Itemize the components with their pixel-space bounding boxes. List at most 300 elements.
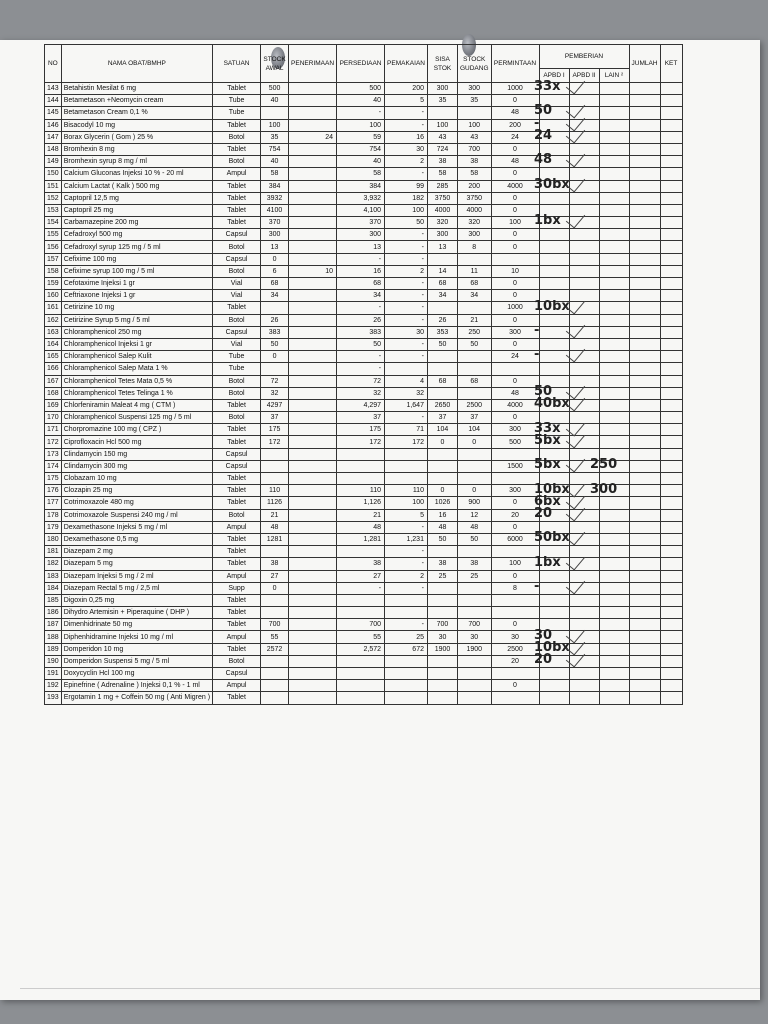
cell-jumlah xyxy=(629,692,660,704)
cell-jumlah xyxy=(629,399,660,411)
cell-permintaan: 0 xyxy=(491,241,539,253)
table-row xyxy=(45,302,683,314)
cell-stock-gudang xyxy=(457,668,491,680)
cell-permintaan: 24 xyxy=(491,351,539,363)
cell-sisa-stok: 300 xyxy=(427,229,457,241)
cell-lain xyxy=(599,619,629,631)
cell-ket xyxy=(660,619,682,631)
table-row xyxy=(45,326,683,338)
cell-penerimaan xyxy=(289,192,337,204)
cell-jumlah xyxy=(629,241,660,253)
cell-stock-gudang: 2500 xyxy=(457,399,491,411)
cell-no: 179 xyxy=(45,521,62,533)
cell-permintaan: 100 xyxy=(491,217,539,229)
cell-ket xyxy=(660,680,682,692)
cell-jumlah xyxy=(629,521,660,533)
cell-stock-awal xyxy=(261,448,289,460)
cell-name: Dexamethasone 0,5 mg xyxy=(61,533,212,545)
table-row xyxy=(45,363,683,375)
cell-lain xyxy=(599,387,629,399)
cell-no: 192 xyxy=(45,680,62,692)
handwritten-apbd2: 1bx xyxy=(534,554,561,570)
cell-ket xyxy=(660,521,682,533)
cell-name: Cefadroxyl 500 mg xyxy=(61,229,212,241)
cell-sisa-stok xyxy=(427,351,457,363)
cell-penerimaan xyxy=(289,460,337,472)
cell-no: 153 xyxy=(45,204,62,216)
cell-penerimaan xyxy=(289,424,337,436)
cell-no: 154 xyxy=(45,217,62,229)
cell-penerimaan xyxy=(289,485,337,497)
cell-pemakaian: 672 xyxy=(385,643,428,655)
cell-no: 191 xyxy=(45,668,62,680)
cell-no: 150 xyxy=(45,168,62,180)
cell-lain xyxy=(599,168,629,180)
cell-apbd2 xyxy=(569,363,599,375)
table-row xyxy=(45,558,683,570)
cell-stock-gudang: 43 xyxy=(457,131,491,143)
cell-ket xyxy=(660,375,682,387)
cell-pemakaian xyxy=(385,594,428,606)
cell-ket xyxy=(660,156,682,168)
cell-penerimaan xyxy=(289,180,337,192)
cell-pemakaian: 30 xyxy=(385,326,428,338)
table-row xyxy=(45,582,683,594)
cell-unit: Tablet xyxy=(213,302,261,314)
cell-ket xyxy=(660,107,682,119)
cell-no: 170 xyxy=(45,412,62,424)
handwritten-apbd2: 10bx xyxy=(534,481,570,497)
cell-no: 172 xyxy=(45,436,62,448)
cell-jumlah xyxy=(629,204,660,216)
cell-jumlah xyxy=(629,83,660,95)
cell-sisa-stok xyxy=(427,253,457,265)
cell-pemakaian: - xyxy=(385,558,428,570)
cell-stock-gudang xyxy=(457,253,491,265)
cell-lain xyxy=(599,156,629,168)
handwritten-jumlah: 300 xyxy=(590,481,618,497)
cell-no: 147 xyxy=(45,131,62,143)
cell-penerimaan xyxy=(289,509,337,521)
cell-lain xyxy=(599,655,629,667)
cell-stock-awal: 27 xyxy=(261,570,289,582)
cell-sisa-stok: 68 xyxy=(427,278,457,290)
cell-pemakaian: 71 xyxy=(385,424,428,436)
cell-penerimaan xyxy=(289,643,337,655)
cell-penerimaan xyxy=(289,668,337,680)
cell-unit: Tablet xyxy=(213,619,261,631)
cell-lain xyxy=(599,338,629,350)
cell-penerimaan xyxy=(289,607,337,619)
cell-no: 163 xyxy=(45,326,62,338)
cell-name: Calcium Lactat ( Kalk ) 500 mg xyxy=(61,180,212,192)
cell-unit: Tablet xyxy=(213,692,261,704)
table-row xyxy=(45,229,683,241)
cell-persediaan: 48 xyxy=(337,521,385,533)
cell-stock-awal: 37 xyxy=(261,412,289,424)
cell-stock-gudang: 35 xyxy=(457,95,491,107)
cell-permintaan: 300 xyxy=(491,485,539,497)
cell-jumlah xyxy=(629,265,660,277)
cell-sisa-stok: 353 xyxy=(427,326,457,338)
cell-sisa-stok: 14 xyxy=(427,265,457,277)
cell-persediaan: 700 xyxy=(337,619,385,631)
cell-penerimaan xyxy=(289,229,337,241)
cell-stock-awal xyxy=(261,668,289,680)
cell-ket xyxy=(660,326,682,338)
cell-ket xyxy=(660,460,682,472)
cell-stock-gudang xyxy=(457,107,491,119)
cell-unit: Tablet xyxy=(213,607,261,619)
cell-ket xyxy=(660,253,682,265)
cell-unit: Botol xyxy=(213,655,261,667)
cell-permintaan xyxy=(491,668,539,680)
table-row xyxy=(45,594,683,606)
handwritten-apbd2: - xyxy=(534,347,540,363)
cell-name: Chloramphenicol Injeksi 1 gr xyxy=(61,338,212,350)
cell-permintaan: 0 xyxy=(491,521,539,533)
cell-name: Domperidon Suspensi 5 mg / 5 ml xyxy=(61,655,212,667)
cell-penerimaan xyxy=(289,290,337,302)
cell-unit: Botol xyxy=(213,241,261,253)
cell-unit: Botol xyxy=(213,509,261,521)
cell-no: 162 xyxy=(45,314,62,326)
cell-lain xyxy=(599,582,629,594)
cell-name: Chloramphenicol Salep Mata 1 % xyxy=(61,363,212,375)
cell-persediaan: 26 xyxy=(337,314,385,326)
cell-persediaan: - xyxy=(337,107,385,119)
cell-sisa-stok: 300 xyxy=(427,83,457,95)
cell-stock-gudang: 300 xyxy=(457,229,491,241)
cell-penerimaan xyxy=(289,217,337,229)
cell-jumlah xyxy=(629,582,660,594)
cell-persediaan: 58 xyxy=(337,168,385,180)
cell-lain xyxy=(599,546,629,558)
cell-sisa-stok xyxy=(427,582,457,594)
cell-no: 155 xyxy=(45,229,62,241)
table-row xyxy=(45,680,683,692)
cell-persediaan: 100 xyxy=(337,119,385,131)
cell-stock-awal: 3932 xyxy=(261,192,289,204)
cell-no: 185 xyxy=(45,594,62,606)
cell-ket xyxy=(660,668,682,680)
cell-sisa-stok: 1900 xyxy=(427,643,457,655)
cell-name: Diazepam 2 mg xyxy=(61,546,212,558)
cell-stock-gudang xyxy=(457,655,491,667)
cell-penerimaan xyxy=(289,338,337,350)
cell-stock-gudang: 250 xyxy=(457,326,491,338)
cell-lain xyxy=(599,204,629,216)
cell-jumlah xyxy=(629,290,660,302)
cell-jumlah xyxy=(629,497,660,509)
cell-apbd2 xyxy=(569,607,599,619)
cell-sisa-stok: 0 xyxy=(427,436,457,448)
cell-stock-gudang xyxy=(457,448,491,460)
cell-unit: Tablet xyxy=(213,83,261,95)
cell-no: 159 xyxy=(45,278,62,290)
cell-unit: Tablet xyxy=(213,473,261,485)
cell-pemakaian: - xyxy=(385,168,428,180)
cell-ket xyxy=(660,594,682,606)
cell-unit: Tube xyxy=(213,107,261,119)
cell-permintaan: 0 xyxy=(491,314,539,326)
cell-sisa-stok xyxy=(427,473,457,485)
cell-sisa-stok: 700 xyxy=(427,619,457,631)
table-row xyxy=(45,241,683,253)
cell-permintaan: 0 xyxy=(491,375,539,387)
cell-persediaan xyxy=(337,668,385,680)
cell-unit: Tablet xyxy=(213,424,261,436)
cell-penerimaan xyxy=(289,655,337,667)
cell-penerimaan xyxy=(289,680,337,692)
cell-name: Cefadroxyl syrup 125 mg / 5 ml xyxy=(61,241,212,253)
cell-ket xyxy=(660,607,682,619)
cell-jumlah xyxy=(629,351,660,363)
cell-stock-awal: 26 xyxy=(261,314,289,326)
cell-name: Cotrimoxazole 480 mg xyxy=(61,497,212,509)
cell-persediaan xyxy=(337,460,385,472)
cell-name: Ergotamin 1 mg + Coffein 50 mg ( Anti Migren ) xyxy=(61,692,212,704)
cell-stock-awal: 175 xyxy=(261,424,289,436)
handwritten-apbd2: 20 xyxy=(534,652,553,668)
cell-permintaan: 0 xyxy=(491,680,539,692)
cell-sisa-stok: 35 xyxy=(427,95,457,107)
header-lain: LAIN ² xyxy=(599,69,629,83)
cell-no: 165 xyxy=(45,351,62,363)
cell-name: Diphenhidramine Injeksi 10 mg / ml xyxy=(61,631,212,643)
cell-ket xyxy=(660,448,682,460)
cell-permintaan: 500 xyxy=(491,436,539,448)
cell-stock-awal xyxy=(261,655,289,667)
cell-ket xyxy=(660,119,682,131)
cell-permintaan xyxy=(491,473,539,485)
cell-penerimaan xyxy=(289,631,337,643)
cell-permintaan: 30 xyxy=(491,631,539,643)
table-row xyxy=(45,180,683,192)
cell-unit: Botol xyxy=(213,412,261,424)
cell-penerimaan xyxy=(289,448,337,460)
cell-pemakaian xyxy=(385,460,428,472)
cell-pemakaian: 182 xyxy=(385,192,428,204)
cell-no: 167 xyxy=(45,375,62,387)
cell-ket xyxy=(660,424,682,436)
cell-lain xyxy=(599,509,629,521)
cell-name: Betametason +Neomycin cream xyxy=(61,95,212,107)
cell-ket xyxy=(660,314,682,326)
cell-pemakaian: 200 xyxy=(385,83,428,95)
cell-persediaan xyxy=(337,680,385,692)
cell-ket xyxy=(660,436,682,448)
cell-stock-awal: 370 xyxy=(261,217,289,229)
cell-permintaan: 20 xyxy=(491,655,539,667)
cell-unit: Tablet xyxy=(213,217,261,229)
cell-stock-gudang: 50 xyxy=(457,533,491,545)
handwritten-jumlah: 250 xyxy=(590,457,618,473)
cell-jumlah xyxy=(629,533,660,545)
cell-lain xyxy=(599,302,629,314)
cell-ket xyxy=(660,399,682,411)
cell-no: 160 xyxy=(45,290,62,302)
cell-jumlah xyxy=(629,570,660,582)
cell-penerimaan xyxy=(289,375,337,387)
cell-permintaan: 20 xyxy=(491,509,539,521)
cell-pemakaian: - xyxy=(385,229,428,241)
cell-permintaan: 1500 xyxy=(491,460,539,472)
cell-sisa-stok xyxy=(427,680,457,692)
cell-stock-awal xyxy=(261,680,289,692)
cell-unit: Tablet xyxy=(213,643,261,655)
cell-penerimaan xyxy=(289,692,337,704)
cell-ket xyxy=(660,338,682,350)
cell-unit: Tablet xyxy=(213,119,261,131)
cell-no: 156 xyxy=(45,241,62,253)
handwritten-apbd2: 20 xyxy=(534,506,553,521)
cell-stock-gudang: 104 xyxy=(457,424,491,436)
cell-no: 143 xyxy=(45,83,62,95)
cell-stock-awal: 384 xyxy=(261,180,289,192)
cell-name: Diazepam Injeksi 5 mg / 2 ml xyxy=(61,570,212,582)
cell-stock-gudang: 58 xyxy=(457,168,491,180)
cell-lain xyxy=(599,412,629,424)
cell-ket xyxy=(660,143,682,155)
cell-persediaan xyxy=(337,655,385,667)
cell-pemakaian xyxy=(385,692,428,704)
table-row xyxy=(45,424,683,436)
cell-ket xyxy=(660,485,682,497)
cell-ket xyxy=(660,473,682,485)
cell-ket xyxy=(660,351,682,363)
cell-ket xyxy=(660,509,682,521)
cell-stock-gudang: 68 xyxy=(457,278,491,290)
table-row xyxy=(45,192,683,204)
cell-ket xyxy=(660,655,682,667)
cell-sisa-stok xyxy=(427,460,457,472)
cell-sisa-stok: 3750 xyxy=(427,192,457,204)
cell-ket xyxy=(660,290,682,302)
cell-stock-awal: 50 xyxy=(261,338,289,350)
cell-sisa-stok xyxy=(427,607,457,619)
cell-ket xyxy=(660,83,682,95)
cell-unit: Tablet xyxy=(213,436,261,448)
cell-permintaan: 0 xyxy=(491,338,539,350)
cell-name: Cefixime syrup 100 mg / 5 ml xyxy=(61,265,212,277)
cell-persediaan: 300 xyxy=(337,229,385,241)
cell-sisa-stok: 25 xyxy=(427,570,457,582)
cell-persediaan: 72 xyxy=(337,375,385,387)
cell-lain xyxy=(599,241,629,253)
table-row xyxy=(45,607,683,619)
cell-permintaan xyxy=(491,363,539,375)
table-row xyxy=(45,338,683,350)
header-ket: KET xyxy=(660,45,682,83)
cell-name: Clozapin 25 mg xyxy=(61,485,212,497)
header-stock-gudang: STOCK GUDANG xyxy=(457,45,491,83)
cell-pemakaian: 1,647 xyxy=(385,399,428,411)
header-nama: NAMA OBAT/BMHP xyxy=(61,45,212,83)
cell-apbd2 xyxy=(569,229,599,241)
cell-name: Captopril 25 mg xyxy=(61,204,212,216)
cell-name: Bromhexin 8 mg xyxy=(61,143,212,155)
cell-penerimaan xyxy=(289,168,337,180)
cell-name: Dihydro Artemisin + Piperaquine ( DHP ) xyxy=(61,607,212,619)
cell-unit: Capsul xyxy=(213,253,261,265)
handwritten-apbd2: 10bx xyxy=(534,298,570,314)
cell-ket xyxy=(660,168,682,180)
cell-jumlah xyxy=(629,278,660,290)
cell-jumlah xyxy=(629,363,660,375)
cell-lain xyxy=(599,95,629,107)
table-row xyxy=(45,460,683,472)
cell-jumlah xyxy=(629,509,660,521)
cell-lain xyxy=(599,119,629,131)
cell-stock-gudang: 38 xyxy=(457,156,491,168)
cell-no: 182 xyxy=(45,558,62,570)
cell-stock-awal: 0 xyxy=(261,582,289,594)
cell-lain xyxy=(599,424,629,436)
table-row xyxy=(45,692,683,704)
cell-lain xyxy=(599,692,629,704)
handwritten-apbd2: 5bx xyxy=(534,432,561,448)
cell-no: 189 xyxy=(45,643,62,655)
cell-sisa-stok: 100 xyxy=(427,119,457,131)
table-row xyxy=(45,204,683,216)
table-row xyxy=(45,95,683,107)
cell-sisa-stok: 34 xyxy=(427,290,457,302)
cell-unit: Tablet xyxy=(213,399,261,411)
cell-name: Digoxin 0,25 mg xyxy=(61,594,212,606)
cell-no: 168 xyxy=(45,387,62,399)
cell-stock-gudang: 900 xyxy=(457,497,491,509)
cell-apbd2 xyxy=(569,253,599,265)
table-row xyxy=(45,217,683,229)
cell-name: Betahistin Mesilat 6 mg xyxy=(61,83,212,95)
header-apbd2: APBD II xyxy=(569,69,599,83)
cell-sisa-stok: 2650 xyxy=(427,399,457,411)
cell-stock-awal: 6 xyxy=(261,265,289,277)
table-row xyxy=(45,497,683,509)
cell-persediaan xyxy=(337,607,385,619)
cell-apbd1 xyxy=(539,668,569,680)
cell-unit: Ampul xyxy=(213,168,261,180)
cell-apbd1 xyxy=(539,594,569,606)
cell-pemakaian xyxy=(385,668,428,680)
cell-name: Chlorfeniramin Maleat 4 mg ( CTM ) xyxy=(61,399,212,411)
cell-permintaan: 0 xyxy=(491,192,539,204)
cell-apbd2 xyxy=(569,265,599,277)
handwritten-apbd2: 33x xyxy=(534,79,561,94)
cell-unit: Capsul xyxy=(213,229,261,241)
cell-no: 187 xyxy=(45,619,62,631)
cell-penerimaan xyxy=(289,546,337,558)
cell-jumlah xyxy=(629,473,660,485)
cell-stock-gudang xyxy=(457,607,491,619)
cell-stock-gudang: 25 xyxy=(457,570,491,582)
cell-unit: Botol xyxy=(213,156,261,168)
cell-lain xyxy=(599,351,629,363)
cell-unit: Vial xyxy=(213,338,261,350)
cell-pemakaian: 5 xyxy=(385,95,428,107)
cell-pemakaian: - xyxy=(385,107,428,119)
cell-no: 158 xyxy=(45,265,62,277)
cell-name: Chorpromazine 100 mg ( CPZ ) xyxy=(61,424,212,436)
cell-jumlah xyxy=(629,326,660,338)
cell-jumlah xyxy=(629,131,660,143)
cell-stock-awal xyxy=(261,607,289,619)
table-row xyxy=(45,570,683,582)
cell-apbd1 xyxy=(539,326,569,338)
cell-persediaan: - xyxy=(337,582,385,594)
cell-persediaan: 1,126 xyxy=(337,497,385,509)
